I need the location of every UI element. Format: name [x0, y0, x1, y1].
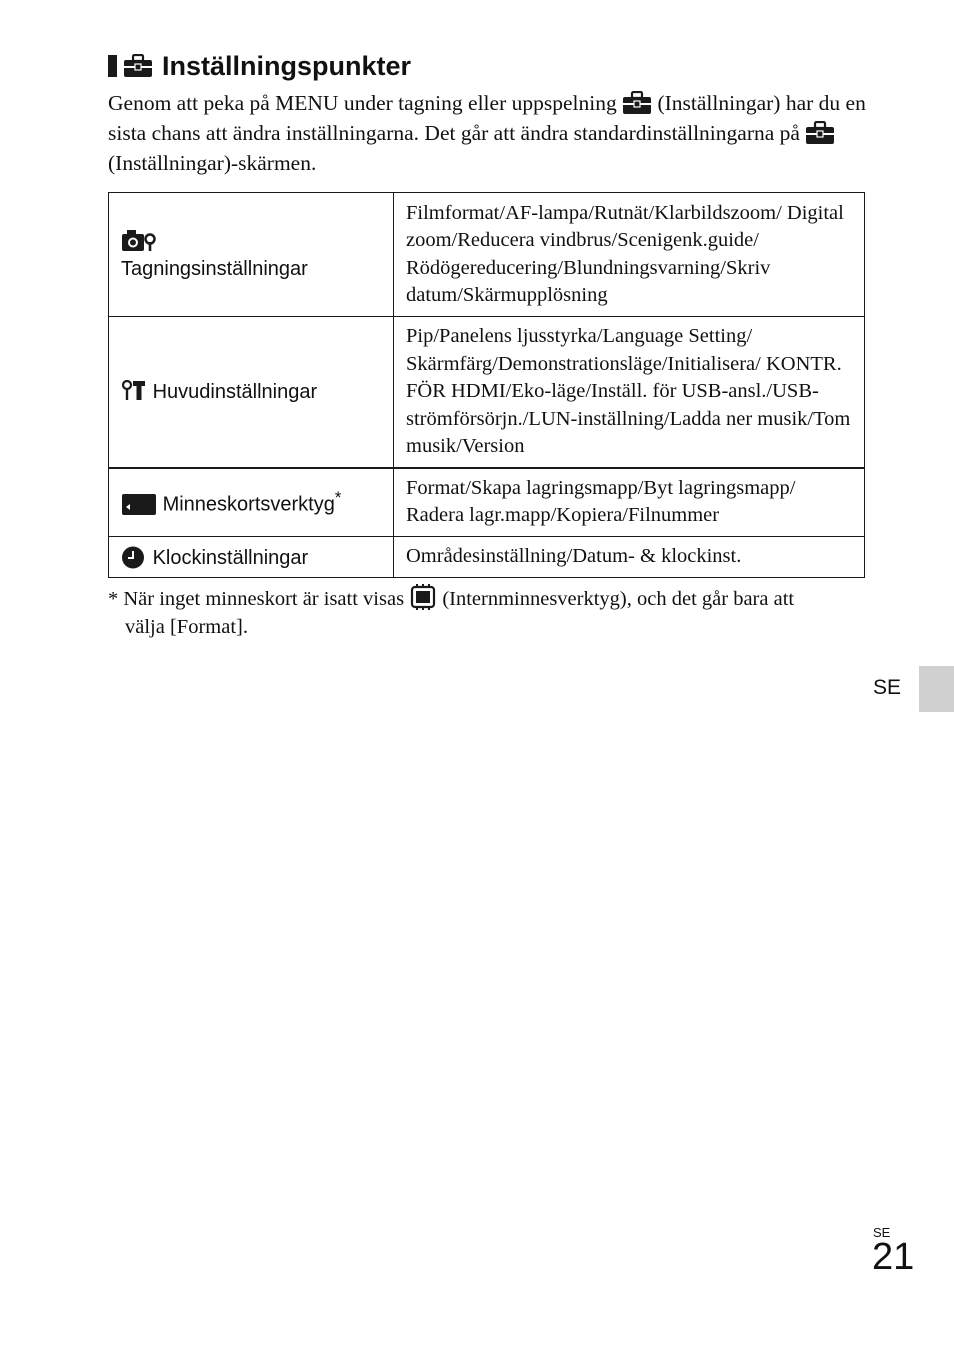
footnote-text-1: När inget minneskort är isatt visas — [123, 588, 405, 610]
main-settings-icon — [121, 379, 147, 401]
category-label: Minneskortsverktyg — [162, 493, 335, 516]
internal-memory-icon — [409, 584, 437, 610]
category-label: Klockinställningar — [152, 546, 309, 569]
category-label: Tagningsinställningar — [121, 258, 308, 280]
table-row — [109, 537, 865, 578]
category-cell — [109, 537, 394, 578]
footnote-text-2: (Internminnesverktyg), och det går bara att — [442, 588, 795, 610]
heading-marker — [108, 55, 117, 77]
side-tab-label: SE — [873, 676, 902, 699]
category-items: Filmformat/AF-lampa/Rutnät/Klarbildszoom/ Digital zoom/Reducera vindbrus/Scenigenk.guide/ Rödögereducering/Blundningsvarning/Skriv datum/Skärmupplösning — [394, 193, 865, 317]
footnote — [108, 584, 868, 641]
footnote-marker: * — [334, 487, 342, 507]
table-row — [109, 193, 865, 317]
toolbox-icon — [805, 121, 835, 145]
category-cell — [109, 468, 394, 537]
table-row — [109, 468, 865, 537]
category-cell — [109, 317, 394, 468]
intro-text-3: (Inställningar)-skärmen. — [108, 151, 317, 175]
page-number: 21 — [872, 1236, 915, 1278]
intro-paragraph — [108, 88, 868, 178]
toolbox-icon — [622, 91, 652, 115]
category-items: Områdesinställning/Datum- & klockinst. — [394, 537, 865, 578]
language-side-tab — [919, 666, 954, 712]
intro-text-2: (Inställningar) har du en sista chans att ändra inställningarna. Det går att ändra standardinställningarna på — [108, 91, 866, 145]
category-items: Format/Skapa lagringsmapp/Byt lagringsmapp/ Radera lagr.mapp/Kopiera/Filnummer — [394, 468, 865, 537]
camera-settings-icon — [121, 228, 157, 252]
clock-icon — [121, 545, 147, 569]
intro-text-1: Genom att peka på MENU under tagning eller uppspelning — [108, 91, 617, 115]
toolbox-icon — [123, 54, 153, 78]
page-language: SE — [873, 1225, 891, 1240]
footnote-text-3: välja [Format]. — [125, 616, 248, 638]
table-row — [109, 317, 865, 468]
memory-card-icon — [121, 492, 157, 516]
category-label: Huvudinställningar — [152, 381, 318, 404]
category-cell — [109, 193, 394, 317]
section-heading — [108, 48, 411, 84]
settings-table — [108, 192, 865, 578]
page-title: Inställningspunkter — [162, 50, 412, 81]
footnote-star: * — [108, 588, 119, 610]
category-items: Pip/Panelens ljusstyrka/Language Setting/ Skärmfärg/Demonstrationsläge/Initialisera/ KONTR. FÖR HDMI/Eko-läge/Inställ. för USB-ansl./USB-strömförsörjn./LUN-inställning/Ladda ner musik/Tom musik/Version — [394, 317, 865, 468]
